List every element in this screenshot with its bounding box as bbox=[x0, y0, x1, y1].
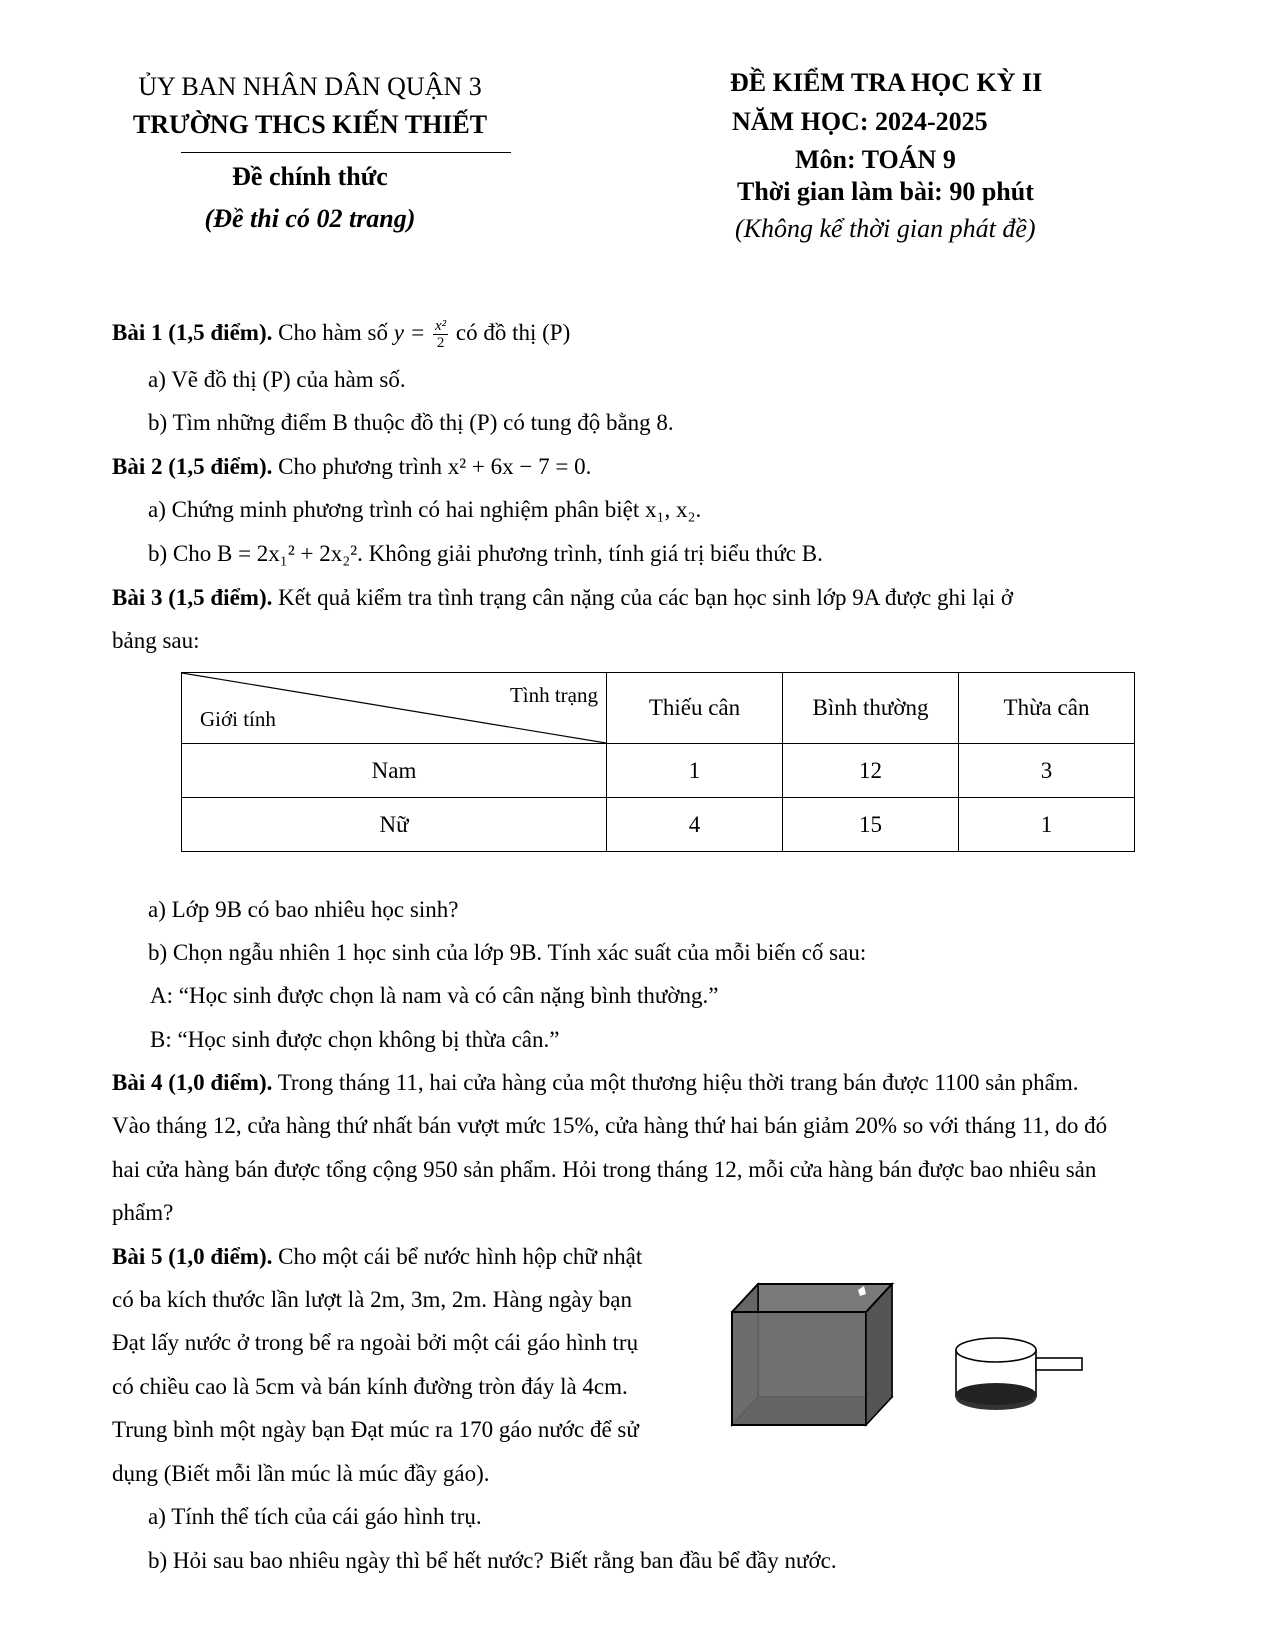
bai3-stem bbox=[112, 585, 1013, 611]
bai1-tail: có đồ thị (P) bbox=[450, 319, 571, 345]
subject: Môn: TOÁN 9 bbox=[795, 145, 956, 174]
bai4-stem bbox=[112, 1070, 1079, 1096]
water-tank-illustration bbox=[730, 1282, 900, 1447]
table-cell: 12 bbox=[783, 744, 959, 798]
bai1-frac-den: 2 bbox=[436, 335, 445, 351]
bai4-line2: Vào tháng 12, cửa hàng thứ nhất bán vượt mức 15%, cửa hàng thứ hai bán giảm 20% so với tháng 11, do đó bbox=[112, 1113, 1108, 1138]
exam-title: ĐỀ KIỂM TRA HỌC KỲ II bbox=[730, 68, 1043, 97]
row-label: Nam bbox=[182, 744, 607, 798]
bai3-part-b: b) Chọn ngẫu nhiên 1 học sinh của lớp 9B. Tính xác suất của mỗi biến cố sau: bbox=[148, 940, 867, 965]
bai3-part-a: a) Lớp 9B có bao nhiêu học sinh? bbox=[148, 897, 459, 922]
school-year: NĂM HỌC: 2024-2025 bbox=[732, 107, 988, 136]
bai2-title: Bài 2 (1,5 điểm). bbox=[112, 454, 273, 479]
table-cell: 1 bbox=[959, 798, 1135, 852]
table-header-row bbox=[182, 673, 1135, 744]
bai5-part-a: a) Tính thể tích của cái gáo hình trụ. bbox=[148, 1504, 482, 1529]
bai2-part-a: a) Chứng minh phương trình có hai nghiệm phân biệt x₁, x₂. bbox=[148, 497, 702, 522]
bai5-stem bbox=[112, 1244, 642, 1270]
corner-bottom-label: Giới tính bbox=[200, 707, 276, 731]
weight-table bbox=[181, 672, 1135, 852]
header-school: TRƯỜNG THCS KIẾN THIẾT bbox=[132, 110, 488, 139]
bai5-line5: Trung bình một ngày bạn Đạt múc ra 170 gáo nước để sử bbox=[112, 1417, 639, 1442]
bai1-stem bbox=[112, 318, 570, 351]
bai3-event-a: A: “Học sinh được chọn là nam và có cân nặng bình thường.” bbox=[150, 983, 719, 1008]
duration-note: (Không kể thời gian phát đề) bbox=[735, 214, 1036, 243]
bai5-line2: có ba kích thước lần lượt là 2m, 3m, 2m. Hàng ngày bạn bbox=[112, 1287, 633, 1312]
row-label: Nữ bbox=[182, 798, 607, 852]
column-header: Thiếu cân bbox=[607, 673, 783, 744]
column-header: Bình thường bbox=[783, 673, 959, 744]
bai5-line1: Cho một cái bể nước hình hộp chữ nhật bbox=[272, 1244, 643, 1269]
bai3-stem-cont: bảng sau: bbox=[112, 628, 200, 653]
table-row bbox=[182, 798, 1135, 852]
scoop-illustration bbox=[950, 1330, 1090, 1420]
bai4-line1: Trong tháng 11, hai cửa hàng của một thương hiệu thời trang bán được 1100 sản phẩm. bbox=[272, 1070, 1079, 1095]
bai1-fraction bbox=[433, 318, 448, 351]
bai2-intro: Cho phương trình x² + 6x − 7 = 0. bbox=[272, 454, 592, 479]
bai5-part-b: b) Hỏi sau bao nhiêu ngày thì bể hết nước? Biết rằng ban đầu bể đầy nước. bbox=[148, 1548, 837, 1573]
bai2-part-b: b) Cho B = 2x₁² + 2x₂². Không giải phương trình, tính giá trị biểu thức B. bbox=[148, 541, 823, 566]
bai4-line4: phẩm? bbox=[112, 1200, 174, 1225]
bai3-event-b: B: “Học sinh được chọn không bị thừa cân.” bbox=[150, 1027, 560, 1052]
table-cell: 15 bbox=[783, 798, 959, 852]
bai3-intro: Kết quả kiểm tra tình trạng cân nặng của các bạn học sinh lớp 9A được ghi lại ở bbox=[272, 585, 1014, 610]
bai1-title: Bài 1 (1,5 điểm). bbox=[112, 319, 273, 345]
header-official-label: Đề chính thức bbox=[232, 162, 388, 191]
bai2-stem bbox=[112, 454, 591, 480]
header-divider bbox=[181, 152, 511, 153]
column-header: Thừa cân bbox=[959, 673, 1135, 744]
bai1-part-b: b) Tìm những điểm B thuộc đồ thị (P) có tung độ bằng 8. bbox=[148, 410, 674, 435]
corner-top-label: Tình trạng bbox=[509, 683, 598, 707]
table-cell: 3 bbox=[959, 744, 1135, 798]
table-corner-cell bbox=[182, 673, 607, 744]
bai5-line6: dụng (Biết mỗi lần múc là múc đầy gáo). bbox=[112, 1461, 490, 1486]
bai1-intro: Cho hàm số bbox=[272, 319, 394, 345]
bai5-line4: có chiều cao là 5cm và bán kính đường tròn đáy là 4cm. bbox=[112, 1374, 628, 1399]
bai5-title: Bài 5 (1,0 điểm). bbox=[112, 1244, 273, 1269]
bai1-fn-lhs: y = bbox=[393, 319, 431, 345]
table-cell: 4 bbox=[607, 798, 783, 852]
bai4-title: Bài 4 (1,0 điểm). bbox=[112, 1070, 273, 1095]
bai1-part-a: a) Vẽ đồ thị (P) của hàm số. bbox=[148, 367, 406, 392]
header-page-count: (Đề thi có 02 trang) bbox=[204, 204, 416, 233]
bai5-line3: Đạt lấy nước ở trong bể ra ngoài bởi một cái gáo hình trụ bbox=[112, 1330, 639, 1355]
duration: Thời gian làm bài: 90 phút bbox=[737, 177, 1034, 206]
table-cell: 1 bbox=[607, 744, 783, 798]
table-row bbox=[182, 744, 1135, 798]
header-authority: ỦY BAN NHÂN DÂN QUẬN 3 bbox=[138, 72, 482, 101]
bai1-frac-num: x² bbox=[434, 318, 447, 334]
bai4-line3: hai cửa hàng bán được tổng cộng 950 sản phẩm. Hỏi trong tháng 12, mỗi cửa hàng bán được bao nhiêu sản bbox=[112, 1157, 1097, 1182]
bai3-title: Bài 3 (1,5 điểm). bbox=[112, 585, 273, 610]
